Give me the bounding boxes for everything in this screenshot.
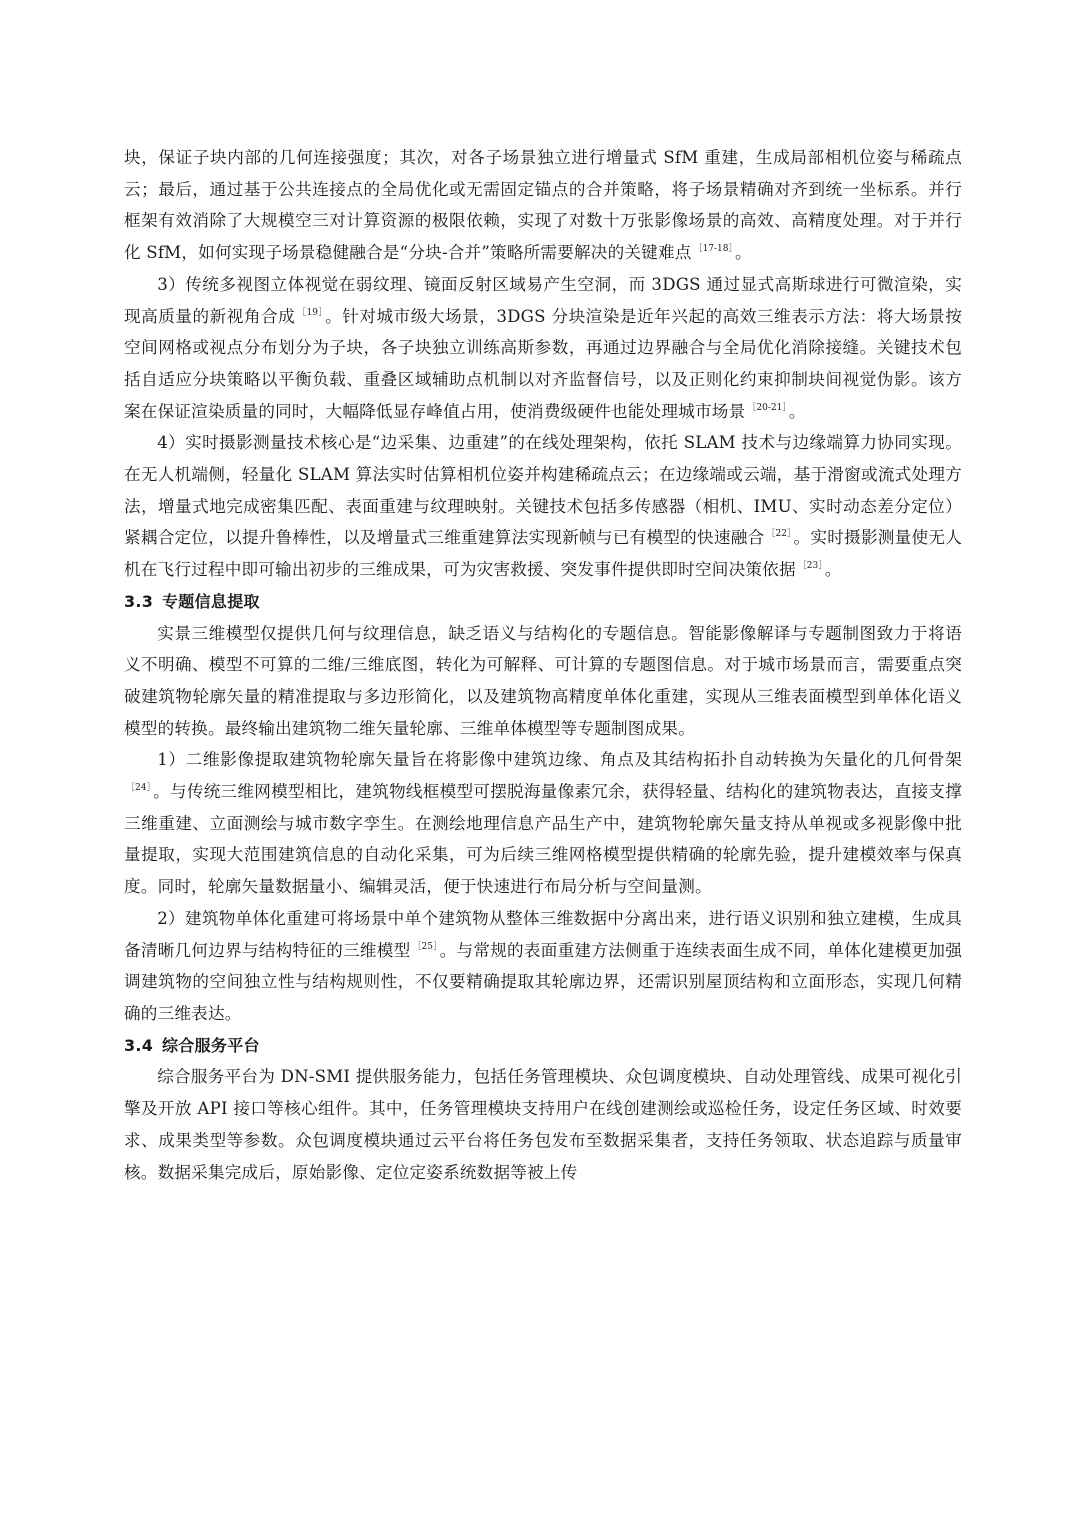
section-number: 3.3 (124, 591, 154, 611)
citation-19: ［19］ (297, 307, 324, 318)
citation-17-18: ［17-18］ (693, 244, 734, 255)
paragraph-text: 。与常规的表面重建方法侧重于连续表面生成不同，单体化建模更加强调建筑物的空间独立性与结构规则性，不仅要精确提取其轮廓边界，还需识别屋顶结构和立面形态，实现几何精确的三维表达。 (124, 940, 963, 1023)
paragraph-text: 实景三维模型仅提供几何与纹理信息，缺乏语义与结构化的专题信息。智能影像解译与专题制图致力于将语义不明确、模型不可算的二维/三维底图，转化为可解释、可计算的专题图信息。对于城市场景而言，需要重点突破建筑物轮廓矢量的精准提取与多边形简化，以及建筑物高精度单体化重建，实现从三维表面模型到单体化语义模型的转换。最终输出建筑物二维矢量轮廓、三维单体模型等专题制图成果。 (124, 623, 962, 738)
document-page (124, 142, 962, 1188)
paragraph-thematic-intro (124, 618, 962, 745)
paragraph-service-platform (124, 1061, 962, 1188)
paragraph-text: 块，保证子块内部的几何连接强度；其次，对各子场景独立进行增量式 SfM 重建，生成局部相机位姿与稀疏点云；最后，通过基于公共连接点的全局优化或无需固定锚点的合并策略，将子场景精确对齐到统一坐标系。并行框架有效消除了大规模空三对计算资源的极限依赖，实现了对数十万张影像场景的高效、高精度处理。对于并行化 SfM，如何实现子场景稳健融合是“分块-合并”策略所需要解决的关键难点 (124, 148, 962, 263)
section-number: 3.4 (124, 1035, 154, 1055)
section-title: 综合服务平台 (162, 1035, 260, 1055)
paragraph-building-outline (124, 744, 962, 903)
citation-23: ［23］ (797, 561, 823, 572)
paragraph-realtime-photogrammetry (124, 427, 962, 586)
paragraph-3dgs (124, 269, 962, 428)
section-heading-3-4 (124, 1030, 962, 1062)
paragraph-text: 3）传统多视图立体视觉在弱纹理、镜面反射区域易产生空洞，而 3DGS 通过显式高斯球进行可微渲染，实现高质量的新视角合成 (124, 274, 962, 326)
paragraph-text: 。实时摄影测量使无人机在飞行过程中即可输出初步的三维成果，可为灾害救援、突发事件提供即时空间决策依据 (124, 528, 963, 580)
citation-24: ［24］ (126, 783, 152, 794)
paragraph-text: 综合服务平台为 DN-SMI 提供服务能力，包括任务管理模块、众包调度模块、自动处理管线、成果可视化引擎及开放 API 接口等核心组件。其中，任务管理模块支持用户在线创建测绘或巡检任务，设定任务区域、时效要求、成果类型等参数。众包调度模块通过云平台将任务包发布至数据采集者，支持任务领取、状态追踪与质量审核。数据采集完成后，原始影像、定位定姿系统数据等被上传 (124, 1067, 962, 1182)
paragraph-text: 2）建筑物单体化重建可将场景中单个建筑物从整体三维数据中分离出来，进行语义识别和独立建模，生成具备清晰几何边界与结构特征的三维模型 (124, 908, 962, 960)
paragraph-text: 。针对城市级大场景，3DGS 分块渲染是近年兴起的高效三维表示方法：将大场景按空间网格或视点分布划分为子块，各子块独立训练高斯参数，再通过边界融合与全局优化消除接缝。关键技术包括自适应分块策略以平衡负载、重叠区域辅助点机制以对齐监督信号，以及正则化约束抑制块间视觉伪影。该方案在保证渲染质量的同时，大幅降低显存峰值占用，使消费级硬件也能处理城市场景 (124, 306, 963, 421)
paragraph-text: 。与传统三维网模型相比，建筑物线框模型可摆脱海量像素冗余，获得轻量、结构化的建筑物表达，直接支撑三维重建、立面测绘与城市数字孪生。在测绘地理信息产品生产中，建筑物轮廓矢量支持从单视或多视影像中批量提取，实现大范围建筑信息的自动化采集，可为后续三维网格模型提供精确的轮廓先验，提升建模效率与保真度。同时，轮廓矢量数据量小、编辑灵活，便于快速进行布局分析与空间量测。 (124, 782, 962, 897)
citation-25: ［25］ (412, 941, 438, 952)
citation-20-21: ［20-21］ (747, 402, 787, 413)
section-title: 专题信息提取 (162, 591, 260, 611)
citation-22: ［22］ (766, 529, 792, 540)
paragraph-parallel-sfm (124, 142, 962, 269)
paragraph-text: 。 (788, 401, 806, 421)
paragraph-text: 4）实时摄影测量技术核心是“边采集、边重建”的在线处理架构，依托 SLAM 技术与边缘端算力协同实现。在无人机端侧，轻量化 SLAM 算法实时估算相机位姿并构建稀疏点云；在边缘端或云端，基于滑窗或流式处理方法，增量式地完成密集匹配、表面重建与纹理映射。关键技术包括多传感器（相机、IMU、实时动态差分定位）紧耦合定位，以提升鲁棒性，以及增量式三维重建算法实现新帧与已有模型的快速融合 (124, 433, 962, 548)
section-heading-3-3 (124, 586, 962, 618)
paragraph-text: 。 (824, 560, 842, 580)
paragraph-text: 。 (735, 243, 752, 263)
paragraph-text: 1）二维影像提取建筑物轮廓矢量旨在将影像中建筑边缘、角点及其结构拓扑自动转换为矢量化的几何骨架 (157, 750, 962, 770)
paragraph-building-individualization (124, 903, 962, 1030)
